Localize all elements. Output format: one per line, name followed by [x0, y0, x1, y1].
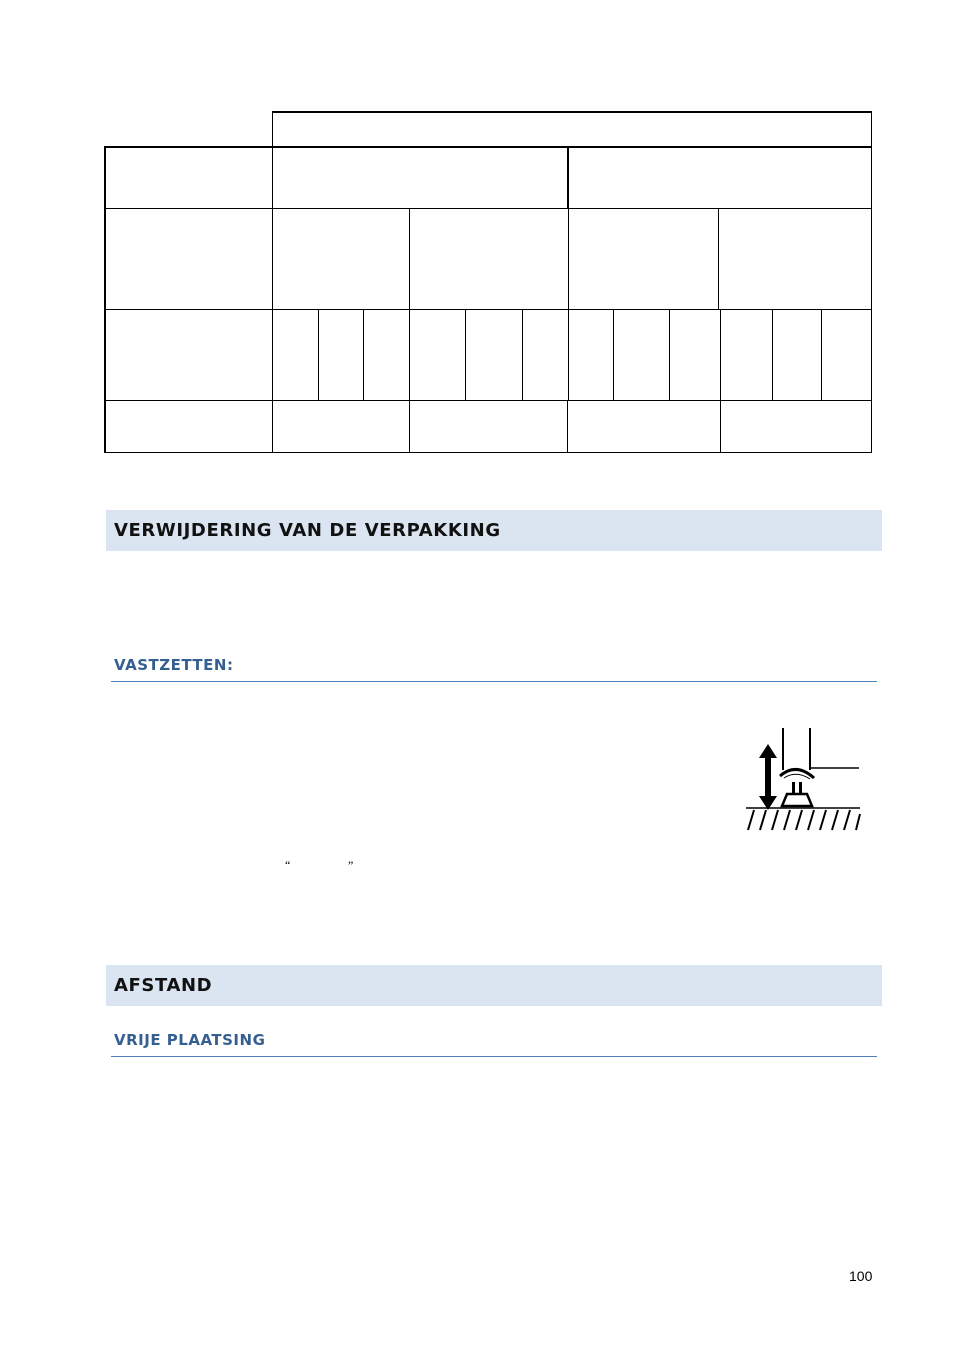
table-column-border [567, 146, 569, 209]
table-row-border [104, 309, 872, 310]
section-title: VERWIJDERING VAN DE VERPAKKING [114, 520, 501, 541]
table-column-border [363, 309, 364, 401]
adjustable-foot-icon [744, 726, 862, 832]
table-column-border [720, 309, 721, 401]
table-column-border [720, 400, 721, 453]
table-bottom-border [104, 452, 872, 453]
table-column-border [568, 208, 569, 310]
subsection-title: VRIJE PLAATSING [114, 1031, 266, 1049]
table-column-border [568, 309, 569, 401]
table-column-border [772, 309, 773, 401]
table-column-border [613, 309, 614, 401]
table-column-border [821, 309, 822, 401]
table-column-border [465, 309, 466, 401]
close-quote: ” [348, 858, 354, 872]
page-number: 100 [849, 1268, 873, 1284]
table-column-border [318, 309, 319, 401]
table-row-border [104, 146, 872, 148]
table-column-border [718, 208, 719, 310]
table-top-border [272, 111, 872, 113]
subsection-title: VASTZETTEN: [114, 656, 234, 674]
table-column-border [272, 111, 273, 453]
subsection-header-free-standing [111, 1031, 877, 1057]
table-column-border [669, 309, 670, 401]
subsection-header-fixing [111, 656, 877, 682]
table-column-border [567, 400, 568, 453]
section-header-packaging-removal [106, 510, 882, 551]
open-quote: “ [285, 858, 291, 872]
table-column-border [409, 309, 410, 401]
table-column-border [409, 208, 410, 310]
table-column-border [409, 400, 410, 453]
table-right-border [871, 111, 872, 453]
table-column-border [522, 309, 523, 401]
table-left-border [104, 146, 106, 453]
section-title: AFSTAND [114, 975, 213, 996]
table-row-border [104, 400, 872, 401]
table-row-border [104, 208, 872, 209]
section-header-clearance [106, 965, 882, 1006]
